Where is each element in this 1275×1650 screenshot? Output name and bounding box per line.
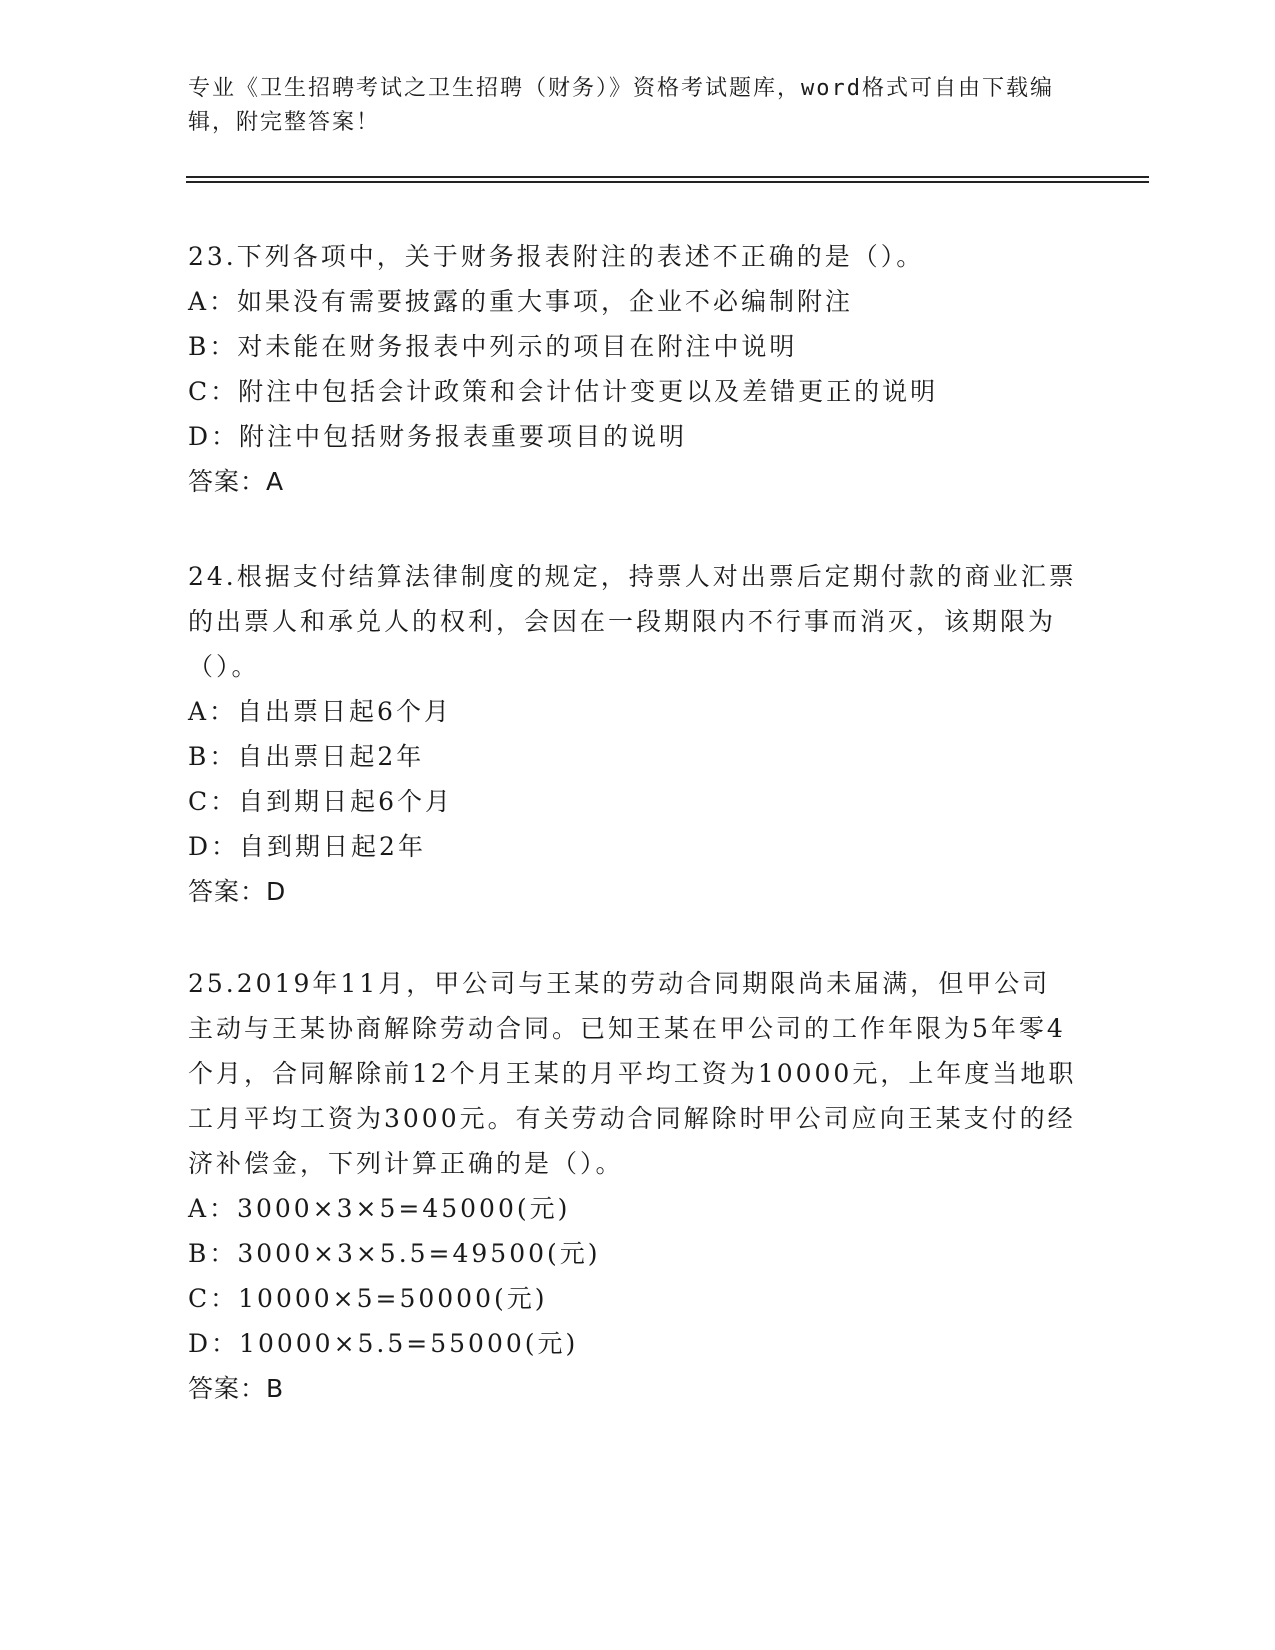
answer: 答案：B	[188, 1374, 285, 1403]
option-c: C：附注中包括会计政策和会计估计变更以及差错更正的说明	[188, 377, 939, 406]
question-stem: 24.根据支付结算法律制度的规定，持票人对出票后定期付款的商业汇票的出票人和承兑人的权利，会因在一段期限内不行事而消灭，该期限为（）。	[188, 562, 1077, 681]
option-a: A：自出票日起6个月	[188, 697, 452, 726]
option-c: C：自到期日起6个月	[188, 787, 454, 816]
option-b: B：3000×3×5.5=49500(元)	[188, 1239, 601, 1268]
option-d: D：自到期日起2年	[188, 832, 426, 861]
header-description: 专业《卫生招聘考试之卫生招聘（财务）》资格考试题库，word格式可自由下载编辑，附完整答案！	[188, 76, 1054, 135]
header-rule-bottom	[186, 181, 1149, 183]
option-d: D：10000×5.5=55000(元)	[188, 1329, 579, 1358]
option-d: D：附注中包括财务报表重要项目的说明	[188, 422, 688, 451]
answer: 答案：A	[188, 467, 285, 496]
answer: 答案：D	[188, 877, 287, 906]
question-23	[188, 234, 1078, 504]
question-stem: 25.2019年11月，甲公司与王某的劳动合同期限尚未届满，但甲公司主动与王某协商解除劳动合同。已知王某在甲公司的工作年限为5年零4个月，合同解除前12个月王某的月平均工资为10000元，上年度当地职工月平均工资为3000元。有关劳动合同解除时甲公司应向王某支付的经济补偿金，下列计算正确的是（）。	[188, 969, 1077, 1178]
question-24	[188, 554, 1078, 914]
option-b: B：对未能在财务报表中列示的项目在附注中说明	[188, 332, 798, 361]
option-c: C：10000×5=50000(元)	[188, 1284, 548, 1313]
question-25	[188, 961, 1078, 1411]
option-a: A：3000×3×5=45000(元)	[188, 1194, 571, 1223]
option-a: A：如果没有需要披露的重大事项，企业不必编制附注	[188, 287, 854, 316]
question-stem: 23.下列各项中，关于财务报表附注的表述不正确的是（）。	[188, 242, 925, 271]
option-b: B：自出票日起2年	[188, 742, 425, 771]
header-rule-top	[186, 176, 1149, 178]
